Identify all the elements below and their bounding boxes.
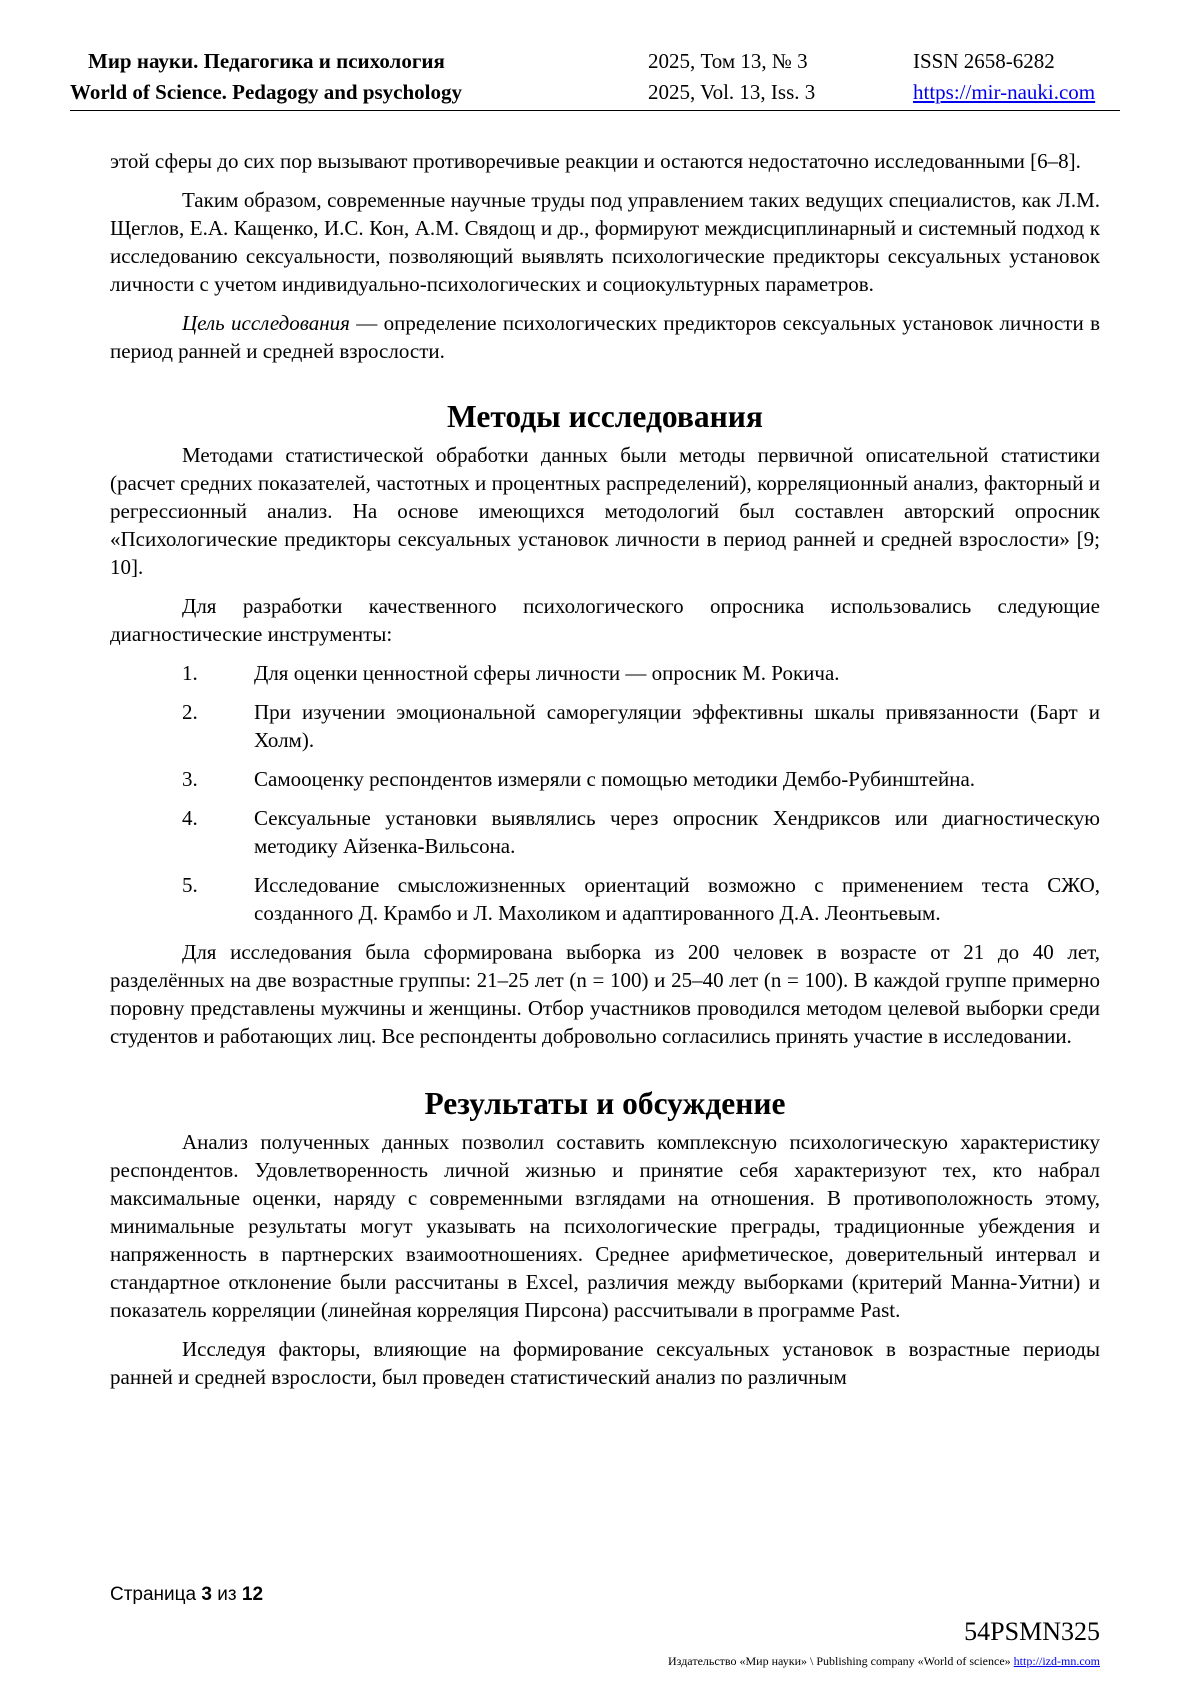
paragraph-1: этой сферы до сих пор вызывают противоречивые реакции и остаются недостаточно исследованными [6–8]. xyxy=(110,149,1081,173)
list-item-number: 2. xyxy=(182,700,198,724)
page-current: 3 xyxy=(201,1584,212,1605)
paragraph-3 xyxy=(110,309,1100,365)
heading-results: Результаты и обсуждение xyxy=(424,1086,786,1121)
issue-ru: 2025, Том 13, № 3 xyxy=(648,49,808,73)
journal-title-en: World of Science. Pedagogy and psychology xyxy=(70,80,463,104)
header-divider xyxy=(70,110,1120,111)
page-of: из xyxy=(217,1584,237,1605)
list-item-text: Исследование смысложизненных ориентаций возможно с применением теста СЖО, созданного Д. Крамбо и Л. Махоликом и адаптированного Д.А. Леонтьевым. xyxy=(254,873,1100,925)
paragraph-8: Исследуя факторы, влияющие на формирование сексуальных установок в возрастные периоды ранней и средней взрослости, был проведен статистический анализ по различным xyxy=(110,1337,1100,1389)
page-counter xyxy=(110,1584,263,1606)
publisher-name: Издательство «Мир науки» \ Publishing company «World of science» xyxy=(668,1654,1011,1668)
paragraph-6: Для исследования была сформирована выборка из 200 человек в возрасте от 21 до 40 лет, разделённых на две возрастные группы: 21–25 лет (n = 100) и 25–40 лет (n = 100). В каждой группе примерно поровну представлены мужчины и женщины. Отбор участников проводился методом целевой выборки среди студентов и работающих лиц. Все респонденты добровольно согласились принять участие в исследовании. xyxy=(110,940,1100,1048)
list-item-text: Самооценку респондентов измеряли с помощью методики Дембо-Рубинштейна. xyxy=(254,767,976,791)
list-item xyxy=(110,804,1100,860)
article-code: 54PSMN325 xyxy=(964,1617,1100,1646)
list-item xyxy=(110,871,1100,927)
paragraph-4: Методами статистической обработки данных были методы первичной описательной статистики (расчет средних показателей, частотных и процентных распределений), корреляционный анализ, факторный и регрессионный анализ. На основе имеющихся методологий был составлен авторский опросник «Психологические предикторы сексуальных установок личности в период ранней и средней взрослости» [9; 10]. xyxy=(110,443,1100,579)
publisher-line xyxy=(668,1654,1100,1669)
issue-en: 2025, Vol. 13, Iss. 3 xyxy=(648,80,816,104)
list-item-number: 3. xyxy=(182,767,198,791)
page-total: 12 xyxy=(241,1584,264,1605)
aim-text: — определение психологических предикторов сексуальных установок личности в период ранней и средней взрослости. xyxy=(110,311,1100,363)
list-item-text: Сексуальные установки выявлялись через опросник Хендриксов или диагностическую методику Айзенка-Вильсона. xyxy=(254,806,1100,858)
heading-methods: Методы исследования xyxy=(447,399,763,434)
page-label: Страница xyxy=(110,1584,197,1605)
aim-label: Цель исследования xyxy=(182,311,350,335)
list-item-number: 5. xyxy=(182,873,198,897)
journal-url-link[interactable]: https://mir-nauki.com xyxy=(913,80,1096,104)
list-item-text: При изучении эмоциональной саморегуляции эффективны шкалы привязанности (Барт и Холм). xyxy=(254,700,1100,752)
journal-title-ru: Мир науки. Педагогика и психология xyxy=(88,49,445,73)
list-item xyxy=(110,765,1100,793)
list-item xyxy=(110,698,1100,754)
article-body xyxy=(110,147,1100,1402)
publisher-url-link[interactable]: http://izd-mn.com xyxy=(1013,1654,1100,1668)
paragraph-5: Для разработки качественного психологического опросника использовались следующие диагностические инструменты: xyxy=(110,594,1100,646)
paragraph-2: Таким образом, современные научные труды под управлением таких ведущих специалистов, как Л.М. Щеглов, Е.А. Кащенко, И.С. Кон, А.М. Свядощ и др., формируют междисциплинарный и системный подход к исследованию сексуальности, позволяющий выявлять психологические предикторы сексуальных установок личности с учетом индивидуально-психологических и социокультурных параметров. xyxy=(110,188,1100,296)
list-item-text: Для оценки ценностной сферы личности — опросник М. Рокича. xyxy=(254,661,840,685)
list-item xyxy=(110,659,1100,687)
list-item-number: 4. xyxy=(182,806,198,830)
issn: ISSN 2658-6282 xyxy=(913,49,1055,73)
list-item-number: 1. xyxy=(182,661,198,685)
instruments-list xyxy=(110,659,1100,927)
paragraph-7: Анализ полученных данных позволил составить комплексную психологическую характеристику респондентов. Удовлетворенность личной жизнью и принятие себя характеризуют тех, кто набрал максимальные оценки, наряду с современными взглядами на отношения. В противоположность этому, минимальные результаты могут указывать на психологические преграды, традиционные убеждения и напряженность в партнерских взаимоотношениях. Среднее арифметическое, доверительный интервал и стандартное отклонение были рассчитаны в Excel, различия между выборками (критерий Манна-Уитни) и показатель корреляции (линейная корреляция Пирсона) рассчитывали в программе Past. xyxy=(110,1130,1100,1322)
